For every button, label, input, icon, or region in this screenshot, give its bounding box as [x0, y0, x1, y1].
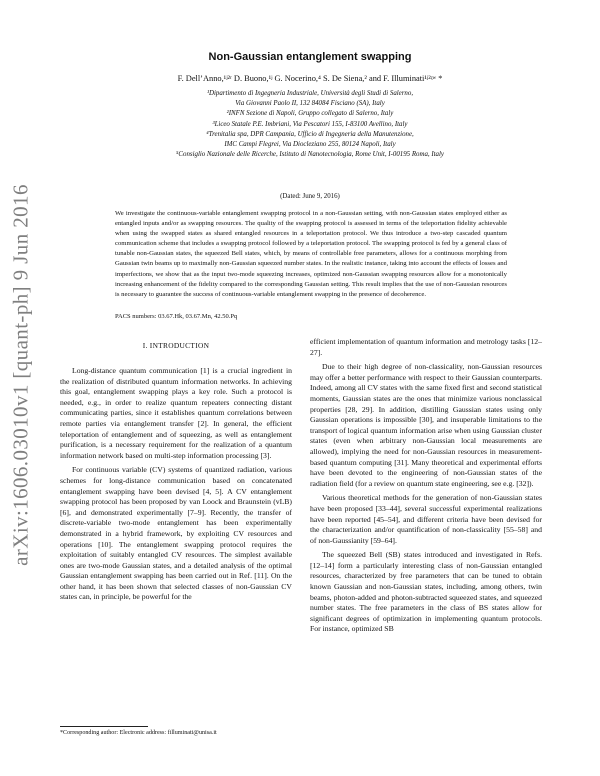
pacs-numbers: PACS numbers: 03.67.Hk, 03.67.Mn, 42.50.Pq	[115, 313, 238, 320]
affiliations	[80, 89, 540, 160]
affiliation-line: ³Liceo Statale P.E. Imbriani, Via Pescatori 155, I-83100 Avellino, Italy	[212, 120, 408, 128]
paragraph: The squeezed Bell (SB) states introduced and investigated in Refs. [12–14] form a particularly interesting class of non-Gaussian entangled resources, characterized by free parameters that can be tuned to obtain known Gaussian and non-Gaussian states, including, among others, twin beams, photon-added and photon-subtracted squeezed states, and squeezed number states. The free parameters in the class of BS states allow for significant degrees of optimization in implementing quantum protocols. For instance, optimized SB	[310, 550, 542, 634]
date-line: (Dated: June 9, 2016)	[280, 193, 340, 200]
section-heading: I. INTRODUCTION	[142, 341, 210, 350]
paragraph: Due to their high degree of non-classicality, non-Gaussian resources may offer a better performance with respect to their Gaussian counterparts. Indeed, among all CV states with the same fixed first and second statistical moments, Gaussian states are the ones that minimize various nonclassical properties [28, 29]. In addition, distilling Gaussian states using only Gaussian operations is impossible [30], and insuperable limitations to the transport of logical quantum information arise when using Gaussian cluster states (even when arbitrary non-Gaussian local measurements are allowed), implying the need for non-Gaussian resources in measurement-based quantum computing [31]. Many theoretical and experimental efforts have been devoted to the engineering of non-Gaussian states of the radiation field (for a review on quantum state engineering, see e.g. [32]).	[310, 362, 542, 488]
footnote: *Corresponding author: Electronic address: filluminati@unisa.it	[60, 730, 217, 736]
affiliation-line: IMC Campi Flegrei, Via Diocleziano 255, 80124 Napoli, Italy	[224, 141, 396, 149]
right-column	[310, 337, 542, 635]
footnote-rule	[60, 726, 148, 727]
paragraph: For continuous variable (CV) systems of quantized radiation, various schemes for long-distance communication based on concatenated entanglement swapping have been devised [4, 5]. A CV entanglement swapping protocol has been proposed by van Loock and Braunstein (vLB) [6], and demonstrated experimentally [7–9]. Recently, the transfer of discrete-variable two-mode entanglement has been experimentally demonstrated in a hybrid framework, by exploiting CV resources and operations [10]. The entanglement swapping protocol requires the exploitation of suitably entangled CV resources. The simplest available ones are two-mode Gaussian states, and a detailed analysis of the optimal Gaussian entanglement swapping has been carried out in Ref. [11]. On the other hand, it has been shown that selected classes of non-Gaussian CV states can, in principle, be powerful for the	[60, 465, 292, 602]
arxiv-stamp-text: arXiv:1606.03010v1 [quant-ph] 9 Jun 2016	[8, 184, 33, 566]
affiliation-line: ⁴Trenitalia spa, DPR Campania, Ufficio di Ingegneria della Manutenzione,	[206, 130, 414, 138]
affiliation-line: ¹Dipartimento di Ingegneria Industriale, Università degli Studi di Salerno,	[206, 90, 414, 97]
affiliation-line: Via Giovanni Paolo II, 132 84084 Fisciano (SA), Italy	[235, 100, 385, 108]
arxiv-stamp	[6, 184, 36, 566]
paragraph: Long-distance quantum communication [1] is a crucial ingredient in the realization of distributed quantum information networks. In achieving this goal, entanglement swapping plays a key role. Such a protocol is needed, e.g., in order to realize quantum repeaters connecting distant communicating parties, since it establishes quantum correlations between remote parties via entanglement transfer [2]. In general, the efficient teleportation of entanglement and of squeezing, as well as entanglement purification, is a necessary requirement for the realization of a quantum information network based on multi-step information processing [3].	[60, 366, 292, 460]
paragraph: Various theoretical methods for the generation of non-Gaussian states have been proposed [33–44], several successful experimental realizations have been reported [45–54], and different criteria have been devised for the characterization and/or quantification of non-classicality [55–58] and of non-Gaussianity [59–64].	[310, 493, 542, 545]
affiliation-line: ⁵Consiglio Nazionale delle Ricerche, Istituto di Nanotecnologia, Rome Unit, I-00195 Roma, Italy	[176, 151, 444, 159]
abstract: We investigate the continuous-variable entanglement swapping protocol in a non-Gaussian setting, with non-Gaussian states employed either as entangled inputs and/or as swapping resources. The quality of the swapping protocol is assessed in terms of the teleportation fidelity achievable when using the swapped states as shared entangled resources in a teleportation protocol. We thus introduce a two-step cascaded quantum communication scheme that includes a swapping protocol followed by a teleportation protocol. The swapping protocol is fed by a general class of tunable non-Gaussian states, the squeezed Bell states, which, by means of controllable free parameters, allows for a continuous morphing from Gaussian twin beams up to maximally non-Gaussian squeezed number states. In the realistic instance, taking into account the effects of losses and imperfections, we show that as the input two-mode squeezing increases, optimized non-Gaussian swapping resources allow for a monotonically increasing enhancement of the fidelity compared to the corresponding Gaussian setting. This result implies that the use of non-Gaussian resources is necessary to guarantee the success of continuous-variable entanglement swapping in the presence of decoherence.	[115, 210, 507, 298]
paper-title: Non-Gaussian entanglement swapping	[208, 51, 412, 63]
author-list: F. Dell’Anno,¹ʲ²ʳ D. Buono,¹ʲ G. Nocerino,⁴ S. De Siena,² and F. Illuminati¹ʲ²ʵʷ *	[177, 74, 443, 83]
paragraph: efficient implementation of quantum information and metrology tasks [12–27].	[310, 337, 542, 357]
affiliation-line: ²INFN Sezione di Napoli, Gruppo collegato di Salerno, Italy	[226, 110, 394, 118]
left-column	[60, 366, 292, 603]
